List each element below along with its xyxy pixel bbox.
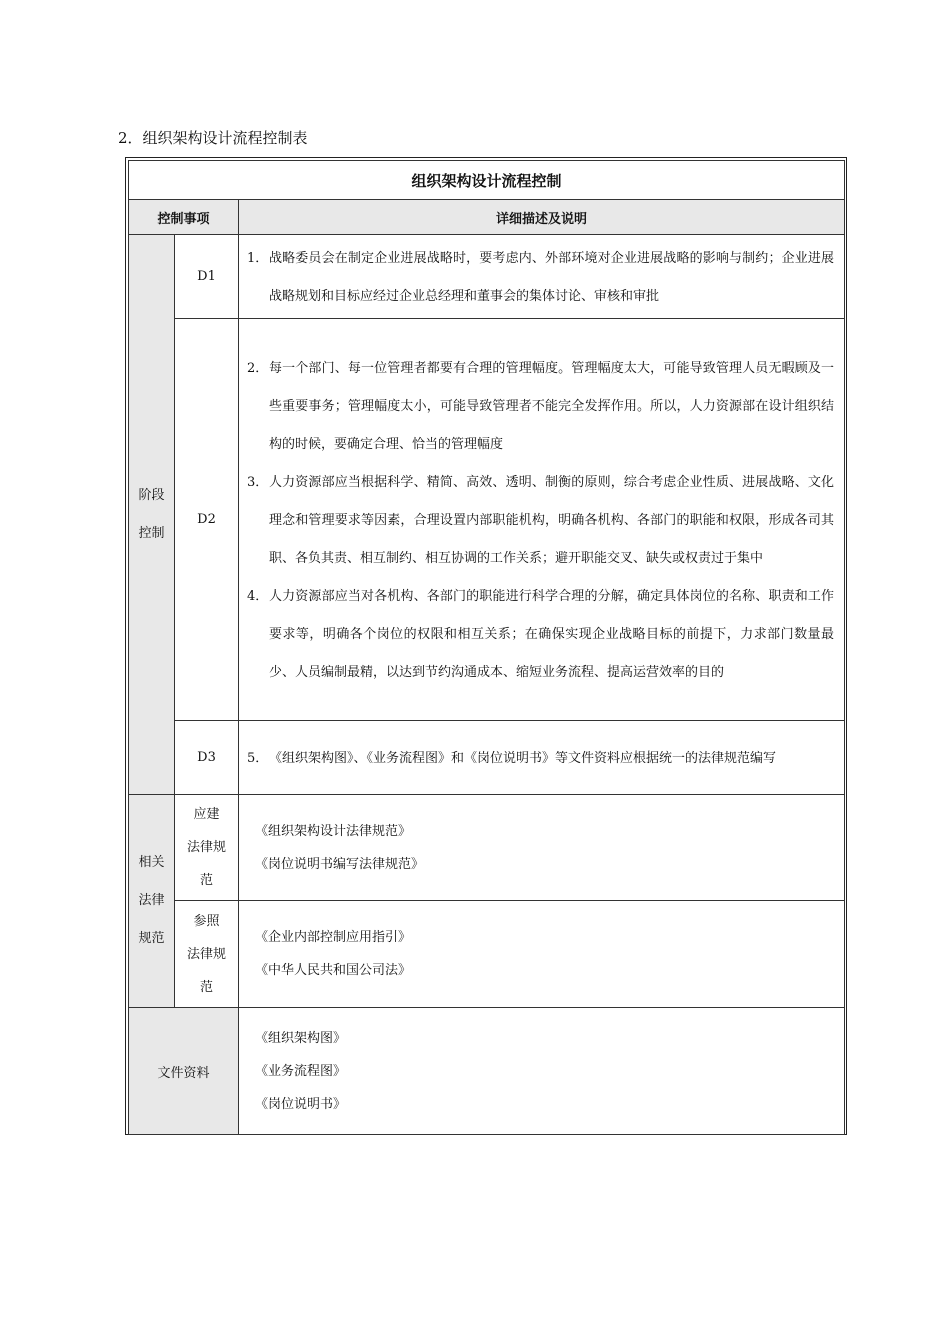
list-item: 5． 《组织架构图》、《业务流程图》和《岗位说明书》等文件资料应根据统一的法律规范编写 (247, 750, 777, 766)
row-code-d1: D1 (175, 235, 239, 319)
reference-norms-list (239, 901, 845, 1008)
row-desc-d3 (239, 721, 845, 795)
list-item: 《组织架构设计法律规范》 (255, 823, 412, 839)
files-list (239, 1008, 845, 1135)
list-item: 2． 每一个部门、每一位管理者都要有合理的管理幅度。管理幅度太大，可能导致管理人员无暇顾及一些重要事务；管理幅度太小，可能导致管理者不能完全发挥作用。所以，人力资源部在设计组织结构的时候，要确定合理、恰当的管理幅度 (247, 360, 835, 452)
list-item: 《业务流程图》 (255, 1063, 347, 1079)
list-item: 《中华人民共和国公司法》 (255, 963, 412, 978)
list-item: 1． 战略委员会在制定企业进展战略时，要考虑内、外部环境对企业进展战略的影响与制约；企业进展战略规划和目标应经过企业总经理和董事会的集体讨论、审核和审批 (247, 250, 835, 304)
section-heading: 2．组织架构设计流程控制表 (118, 129, 308, 147)
list-item: 《岗位说明书》 (255, 1096, 347, 1112)
legal-norms-label: 相关 法律 规范 (129, 795, 175, 1008)
col2-header: 详细描述及说明 (239, 200, 845, 235)
reference-norms-label: 参照 法律规 范 (175, 901, 239, 1008)
row-desc-d1 (239, 235, 845, 319)
list-item: 3． 人力资源部应当根据科学、精简、高效、透明、制衡的原则，综合考虑企业性质、进展战略、文化理念和管理要求等因素，合理设置内部职能机构，明确各机构、各部门的职能和权限，形成各司其职、各负其责、相互制约、相互协调的工作关系；避开职能交叉、缺失或权责过于集中 (247, 474, 835, 566)
list-item: 《企业内部控制应用指引》 (255, 930, 412, 945)
control-table (128, 160, 845, 1135)
list-item: 《岗位说明书编写法律规范》 (255, 856, 425, 872)
row-code-d2: D2 (175, 319, 239, 721)
built-norms-list (239, 795, 845, 901)
row-desc-d2 (239, 319, 845, 721)
built-norms-label: 应建 法律规 范 (175, 795, 239, 901)
row-code-d3: D3 (175, 721, 239, 795)
list-item: 《组织架构图》 (255, 1030, 347, 1046)
col1-header: 控制事项 (129, 200, 239, 235)
table-title: 组织架构设计流程控制 (129, 161, 845, 200)
files-label: 文件资料 (129, 1008, 239, 1135)
stage-control-label: 阶段 控制 (129, 235, 175, 795)
list-item: 4． 人力资源部应当对各机构、各部门的职能进行科学合理的分解，确定具体岗位的名称、职责和工作要求等，明确各个岗位的权限和相互关系；在确保实现企业战略目标的前提下，力求部门数量最少、人员编制最精，以达到节约沟通成本、缩短业务流程、提高运营效率的目的 (247, 588, 835, 680)
